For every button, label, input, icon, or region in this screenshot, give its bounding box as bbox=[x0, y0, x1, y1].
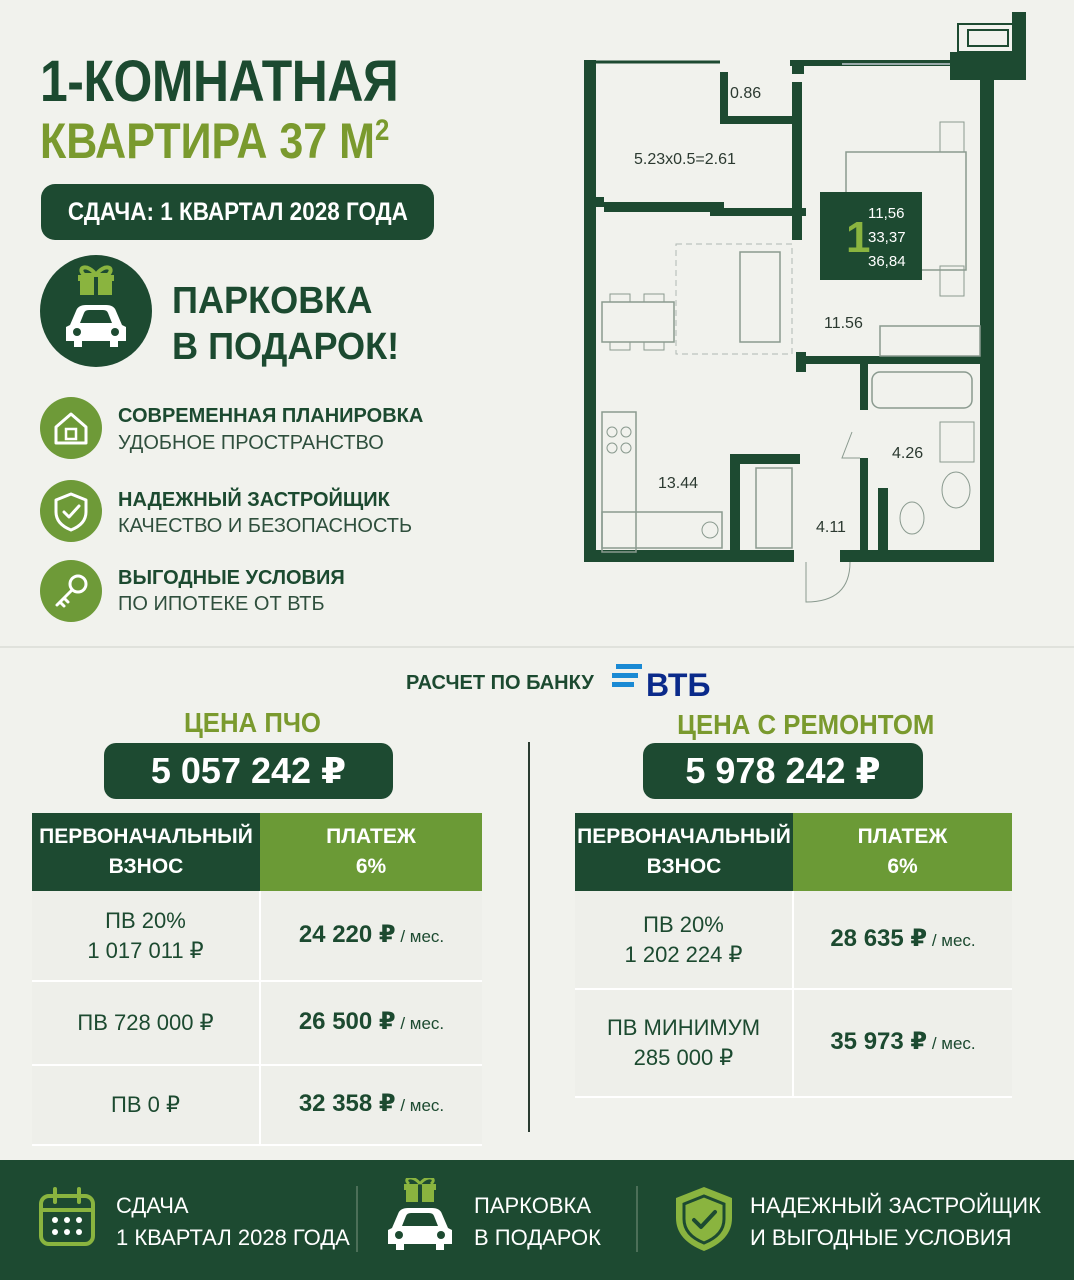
room-number: 1 bbox=[846, 213, 871, 262]
key-icon bbox=[40, 560, 102, 622]
left-price-badge: 5 057 242 ₽ bbox=[104, 743, 393, 799]
house-icon bbox=[40, 397, 102, 459]
balcony-area-label: 5.23x0.5=2.61 bbox=[634, 151, 736, 168]
footer-separator bbox=[636, 1186, 638, 1252]
feature-title-layout: СОВРЕМЕННАЯ ПЛАНИРОВКА bbox=[118, 405, 424, 427]
left-mortgage-table bbox=[32, 813, 482, 1146]
table-row: ПВ 728 000 ₽ 26 500 ₽ / мес. bbox=[32, 981, 482, 1065]
section-divider bbox=[0, 646, 1074, 648]
bathroom-area-label: 4.26 bbox=[892, 445, 924, 462]
calendar-icon bbox=[38, 1186, 96, 1248]
deadline-badge: СДАЧА: 1 КВАРТАЛ 2028 ГОДА bbox=[41, 184, 434, 240]
parking-gift-heading: ПАРКОВКА В ПОДАРОК! bbox=[172, 280, 400, 368]
right-price-title: ЦЕНА С РЕМОНТОМ bbox=[677, 709, 935, 740]
footer-deadline-text: СДАЧА 1 КВАРТАЛ 2028 ГОДА bbox=[116, 1193, 350, 1250]
title-apartment-area: КВАРТИРА 37 $М^2$ bbox=[40, 113, 390, 169]
bedroom-area-label: 11.56 bbox=[824, 315, 863, 332]
feature-subtitle-terms: ПО ИПОТЕКЕ ОТ ВТБ bbox=[118, 593, 325, 615]
shield-check-icon bbox=[40, 480, 102, 542]
feature-title-terms: ВЫГОДНЫЕ УСЛОВИЯ bbox=[118, 567, 345, 589]
vtb-logo bbox=[612, 660, 722, 700]
hall-area-label: 4.11 bbox=[816, 519, 846, 536]
table-row: ПВ 20% 1 017 011 ₽ 24 220 ₽ / мес. bbox=[32, 891, 482, 981]
right-price-badge: 5 978 242 ₽ bbox=[643, 743, 923, 799]
left-price-title: ЦЕНА ПЧО bbox=[183, 707, 321, 738]
title-room-count: 1-КОМНАТНАЯ bbox=[40, 49, 399, 114]
feature-title-developer: НАДЕЖНЫЙ ЗАСТРОЙЩИК bbox=[118, 489, 390, 511]
footer-separator bbox=[356, 1186, 358, 1252]
svg-text:ВТБ: ВТБ bbox=[646, 667, 711, 700]
right-mortgage-table bbox=[575, 813, 1012, 1098]
footer-parking-text: ПАРКОВКА В ПОДАРОК bbox=[474, 1193, 601, 1250]
feature-subtitle-layout: УДОБНОЕ ПРОСТРАНСТВО bbox=[118, 432, 384, 454]
left-col-down-payment: ПЕРВОНАЧАЛЬНЫЙ ВЗНОС bbox=[32, 813, 260, 891]
right-col-payment: ПЛАТЕЖ 6% bbox=[793, 813, 1012, 891]
floor-plan bbox=[580, 12, 1040, 612]
footer-shield-check-icon bbox=[672, 1184, 736, 1254]
closet-area-label: 0.86 bbox=[730, 85, 762, 102]
column-divider bbox=[528, 742, 530, 1132]
feature-subtitle-developer: КАЧЕСТВО И БЕЗОПАСНОСТЬ bbox=[118, 515, 413, 537]
summary-living-area: 11,56 bbox=[868, 205, 905, 222]
summary-total-area: 33,37 bbox=[868, 229, 906, 246]
kitchen-area-label: 13.44 bbox=[658, 475, 699, 492]
left-col-payment: ПЛАТЕЖ 6% bbox=[260, 813, 482, 891]
footer-gift-car-icon bbox=[382, 1178, 458, 1256]
gift-car-icon bbox=[40, 255, 152, 367]
right-col-down-payment: ПЕРВОНАЧАЛЬНЫЙ ВЗНОС bbox=[575, 813, 793, 891]
table-row: ПВ МИНИМУМ 285 000 ₽ 35 973 ₽ / мес. bbox=[575, 989, 1012, 1097]
table-row: ПВ 0 ₽ 32 358 ₽ / мес. bbox=[32, 1065, 482, 1145]
summary-gross-area: 36,84 bbox=[868, 253, 906, 270]
footer-developer-text: НАДЕЖНЫЙ ЗАСТРОЙЩИК И ВЫГОДНЫЕ УСЛОВИЯ bbox=[750, 1193, 1041, 1250]
table-row: ПВ 20% 1 202 224 ₽ 28 635 ₽ / мес. bbox=[575, 891, 1012, 989]
bank-calc-label: РАСЧЕТ ПО БАНКУ bbox=[406, 672, 594, 694]
